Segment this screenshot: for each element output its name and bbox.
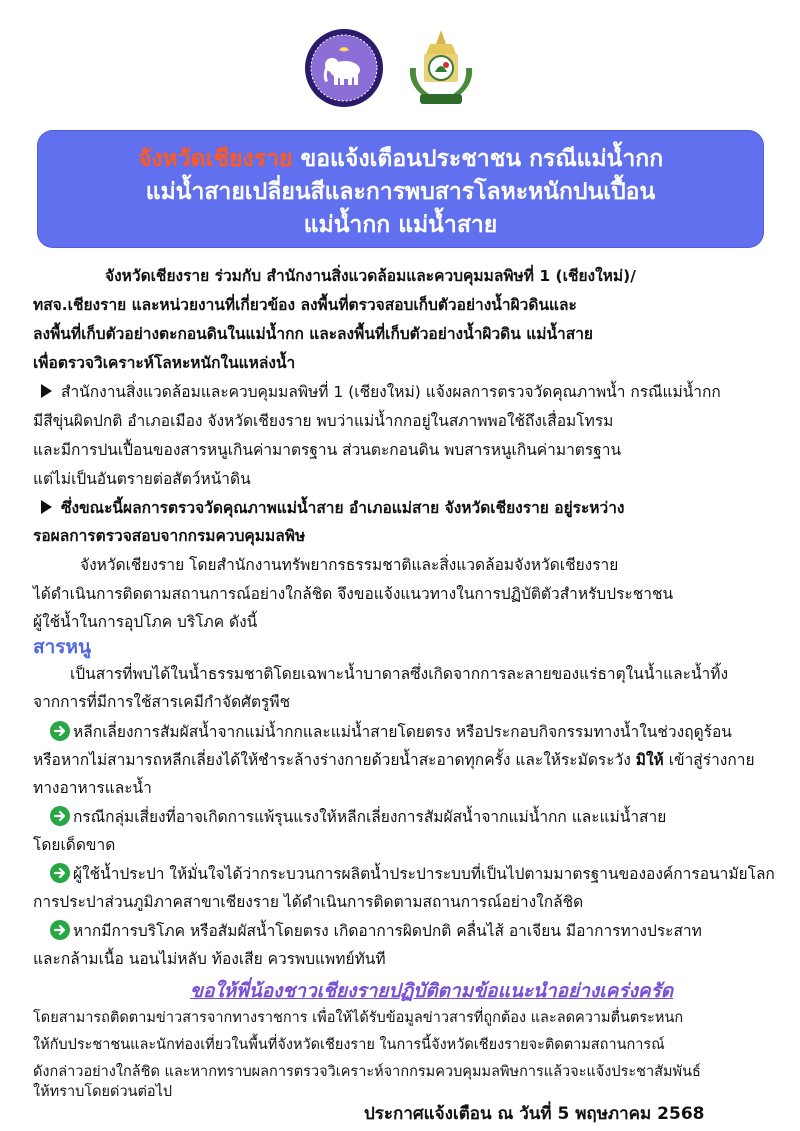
section-desc-line-1: เป็นสารที่พบได้ในน้ำธรรมชาติโดยเฉพาะน้ำบาดาลซึ่งเกิดจากการละลายของแร่ธาตุในน้ำและน้ำทิ้ง: [70, 665, 729, 683]
bullet1-line-1: [36, 378, 776, 407]
para2-line-1: จังหวัดเชียงราย โดยสำนักงานทรัพยากรธรรมชาติและสิ่งแวดล้อมจังหวัดเชียงราย: [80, 556, 619, 574]
advice1-text-2a: หรือหากไม่สามารถหลีกเลี่ยงได้ให้ชำระล้างร่างกายด้วยน้ำสะอาดทุกครั้ง และให้ระมัดระวัง: [33, 751, 636, 769]
section-title-arsenic: สารหนู: [33, 636, 91, 658]
title-banner: [37, 130, 764, 248]
triangle-right-icon: [41, 500, 52, 514]
bullet1-line-4: แต่ไม่เป็นอันตรายต่อสัตว์หน้าดิน: [33, 470, 251, 488]
title-line-1: [37, 144, 764, 174]
closing-line-1: โดยสามารถติดตามข่าวสารจากทางราชการ เพื่อให้ได้รับข้อมูลข่าวสารที่ถูกต้อง และลดความตื่นตระหนก: [33, 1010, 684, 1026]
bullet1-text-1: สำนักงานสิ่งแวดล้อมและควบคุมมลพิษที่ 1 (เชียงใหม่) แจ้งผลการตรวจวัดคุณภาพน้ำ กรณีแม่น้ำกก: [61, 383, 721, 401]
elephant-seal-logo: [304, 28, 384, 108]
para2-line-2: ได้ดำเนินการติดตามสถานการณ์อย่างใกล้ชิด จึงขอแจ้งแนวทางในการปฏิบัติตัวสำหรับประชาชน: [33, 585, 674, 603]
bullet2-text-1: ซึ่งขณะนี้ผลการตรวจวัดคุณภาพแม่น้ำสาย อำเภอแม่สาย จังหวัดเชียงราย อยู่ระหว่าง: [61, 499, 625, 517]
advice1-line-1: [50, 718, 790, 747]
advice1-line-2: [33, 746, 773, 775]
title-line-2: แม่น้ำสายเปลี่ยนสีและการพบสารโลหะหนักปนเปื้อน: [145, 179, 656, 205]
advice1-text-2c: เข้าสู่ร่างกาย: [663, 751, 755, 769]
intro-line-3: ลงพื้นที่เก็บตัวอย่างตะกอนดินในแม่น้ำกก และลงพื้นที่เก็บตัวอย่างน้ำผิวดิน แม่น้ำสาย: [33, 325, 593, 343]
provincial-emblem-logo: [400, 28, 482, 110]
advice3-text-1: ผู้ใช้น้ำประปา ให้มั่นใจได้ว่ากระบวนการผลิตน้ำประปาระบบที่เป็นไปตามมาตรฐานขององค์การอนามัยโลก: [73, 865, 775, 883]
intro-line-1: จังหวัดเชียงราย ร่วมกับ สำนักงานสิ่งแวดล้อมและควบคุมมลพิษที่ 1 (เชียงใหม่)/: [105, 267, 636, 285]
advice1-text-2b: มิให้: [635, 751, 664, 769]
bullet2-line-2: รอผลการตรวจสอบจากกรมควบคุมมลพิษ: [33, 527, 306, 545]
call-to-action: ขอให้พี่น้องชาวเชียงรายปฏิบัติตามข้อแนะนำอย่างเคร่งครัด: [190, 980, 674, 1002]
advice3-line-1: [50, 860, 790, 889]
closing-line-2: ให้กับประชาชนและนักท่องเที่ยวในพื้นที่จังหวัดเชียงราย ในการนี้จังหวัดเชียงรายจะติดตามสถานการณ์: [33, 1037, 665, 1053]
triangle-right-icon: [41, 384, 52, 398]
bullet1-line-2: มีสีขุ่นผิดปกติ อำเภอเมือง จังหวัดเชียงราย พบว่าแม่น้ำกกอยู่ในสภาพพอใช้ถึงเสื่อมโทรม: [33, 412, 614, 430]
title-highlight: จังหวัดเชียงราย: [137, 146, 293, 172]
para2-line-3: ผู้ใช้น้ำในการอุปโภค บริโภค ดังนี้: [33, 613, 258, 631]
green-arrow-circle-icon: [50, 920, 70, 940]
header-logos: [0, 28, 800, 108]
green-arrow-circle-icon: [50, 721, 70, 741]
advice4-line-1: [50, 917, 790, 946]
advice2-line-2: โดยเด็ดขาด: [33, 836, 116, 854]
closing-line-3: ดังกล่าวอย่างใกล้ชิด และหากทราบผลการตรวจวิเคราะห์จากกรมควบคุมมลพิษการแล้วจะแจ้งประชาสัมพันธ์: [33, 1064, 701, 1080]
bullet2-line-1: [36, 494, 776, 523]
section-desc-line-2: จากการที่มีการใช้สารเคมีกำจัดศัตรูพืช: [33, 693, 291, 711]
title-line-3: แม่น้ำกก แม่น้ำสาย: [303, 212, 498, 238]
green-arrow-circle-icon: [50, 863, 70, 883]
advice4-line-2: และกล้ามเนื้อ นอนไม่หลับ ท้องเสีย ควรพบแพทย์ทันที: [33, 950, 386, 968]
advice4-text-1: หากมีการบริโภค หรือสัมผัสน้ำโดยตรง เกิดอาการผิดปกติ คลื่นไส้ อาเจียน มีอาการทางประสาท: [73, 922, 702, 940]
intro-line-4: เพื่อตรวจวิเคราะห์โลหะหนักในแหล่งน้ำ: [33, 354, 296, 372]
green-arrow-circle-icon: [50, 806, 70, 826]
advice2-text-1: กรณีกลุ่มเสี่ยงที่อาจเกิดการแพ้รุนแรงให้หลีกเลี่ยงการสัมผัสน้ำจากแม่น้ำกก และแม่น้ำสาย: [73, 808, 667, 826]
title-line-1-rest: ขอแจ้งเตือนประชาชน กรณีแม่น้ำกก: [292, 146, 664, 172]
advice2-line-1: [50, 803, 790, 832]
advice3-line-2: การประปาส่วนภูมิภาคสาขาเชียงราย ได้ดำเนินการติดตามสถานการณ์อย่างใกล้ชิด: [33, 893, 584, 911]
advice1-line-3: ทางอาหารและน้ำ: [33, 779, 152, 797]
signature-date: ประกาศแจ้งเตือน ณ วันที่ 5 พฤษภาคม 2568: [364, 1104, 705, 1124]
intro-line-2: ทสจ.เชียงราย และหน่วยงานที่เกี่ยวข้อง ลงพื้นที่ตรวจสอบเก็บตัวอย่างน้ำผิวดินและ: [33, 296, 577, 314]
closing-line-4: ให้ทราบโดยด่วนต่อไป: [33, 1084, 173, 1100]
bullet1-line-3: และมีการปนเปื้อนของสารหนูเกินค่ามาตรฐาน ส่วนตะกอนดิน พบสารหนูเกินค่ามาตรฐาน: [33, 441, 622, 459]
advice1-text-1: หลีกเลี่ยงการสัมผัสน้ำจากแม่น้ำกกและแม่น้ำสายโดยตรง หรือประกอบกิจกรรมทางน้ำในช่วงฤดูร้อน: [73, 723, 732, 741]
